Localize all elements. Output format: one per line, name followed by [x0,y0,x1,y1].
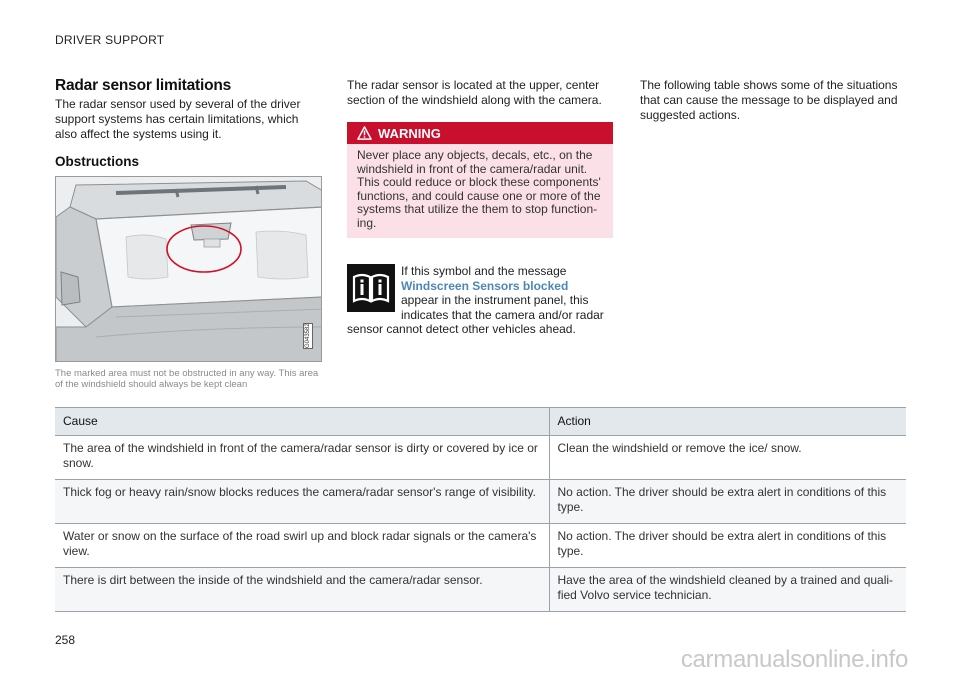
warning-box [347,122,613,238]
header-action: Action [549,408,906,436]
column-middle [347,78,613,337]
column-right [640,78,906,123]
table-row [55,480,906,524]
page-number: 258 [55,633,76,647]
table-intro: The following table shows some of the situations that can cause the message to be displayed and suggested actions. [640,78,898,122]
header-cause: Cause [55,408,549,436]
figure-caption: The marked area must not be obstructed in any way. This area of the windshield should always be kept clean [55,368,319,390]
cause-action-table [55,407,906,612]
obstructions-heading: Obstructions [55,154,140,169]
symbol-tail: sensor cannot detect other vehicles ahead. [347,322,576,336]
symbol-note [347,264,613,337]
windshield-drawing [56,177,322,362]
message-windscreen-sensors-blocked: Windscreen Sensors blocked [401,278,569,293]
table-row [55,568,906,612]
warning-header [347,122,613,144]
warning-triangle-icon [357,126,372,140]
action-cell: No action. The driver should be extra alert in conditions of this type. [549,524,906,568]
section-header: DRIVER SUPPORT [55,33,165,47]
windshield-illustration [55,176,322,362]
table-row [55,524,906,568]
page-title: Radar sensor limitations [55,77,232,94]
cause-cell: Thick fog or heavy rain/snow blocks reduces the camera/radar sensor's range of visibility. [55,480,549,524]
action-cell: Have the area of the windshield cleaned by a trained and quali-fied Volvo service technician. [549,568,906,612]
figure-code: G043582 [305,323,311,348]
warning-title: WARNING [378,125,441,141]
watermark: carmanualsonline.info [680,646,908,673]
action-cell: No action. The driver should be extra alert in conditions of this type. [549,480,906,524]
manual-book-info-icon [347,264,395,312]
intro-paragraph: The radar sensor used by several of the driver support systems has certain limitations, which also affect the systems using it. [55,97,301,141]
cause-cell: Water or snow on the surface of the road swirl up and block radar signals or the camera's view. [55,524,549,568]
column-left [55,78,323,390]
cause-cell: There is dirt between the inside of the windshield and the camera/radar sensor. [55,568,549,612]
cause-cell: The area of the windshield in front of the camera/radar sensor is dirty or covered by ice or snow. [55,436,549,480]
table-row [55,436,906,480]
location-paragraph: The radar sensor is located at the upper, center section of the windshield along with the camera. [347,78,602,107]
symbol-middle: appear in the instrument panel, this indicates that the camera and/or radar [401,293,604,322]
table-header-row [55,408,906,436]
symbol-prefix: If this symbol and the message [401,264,567,278]
warning-text: Never place any objects, decals, etc., on the windshield in front of the camera/radar unit. This could reduce or block these components' functions, and could cause one or more of the systems that utilize the them to stop function-ing. [357,148,601,230]
action-cell: Clean the windshield or remove the ice/ snow. [549,436,906,480]
